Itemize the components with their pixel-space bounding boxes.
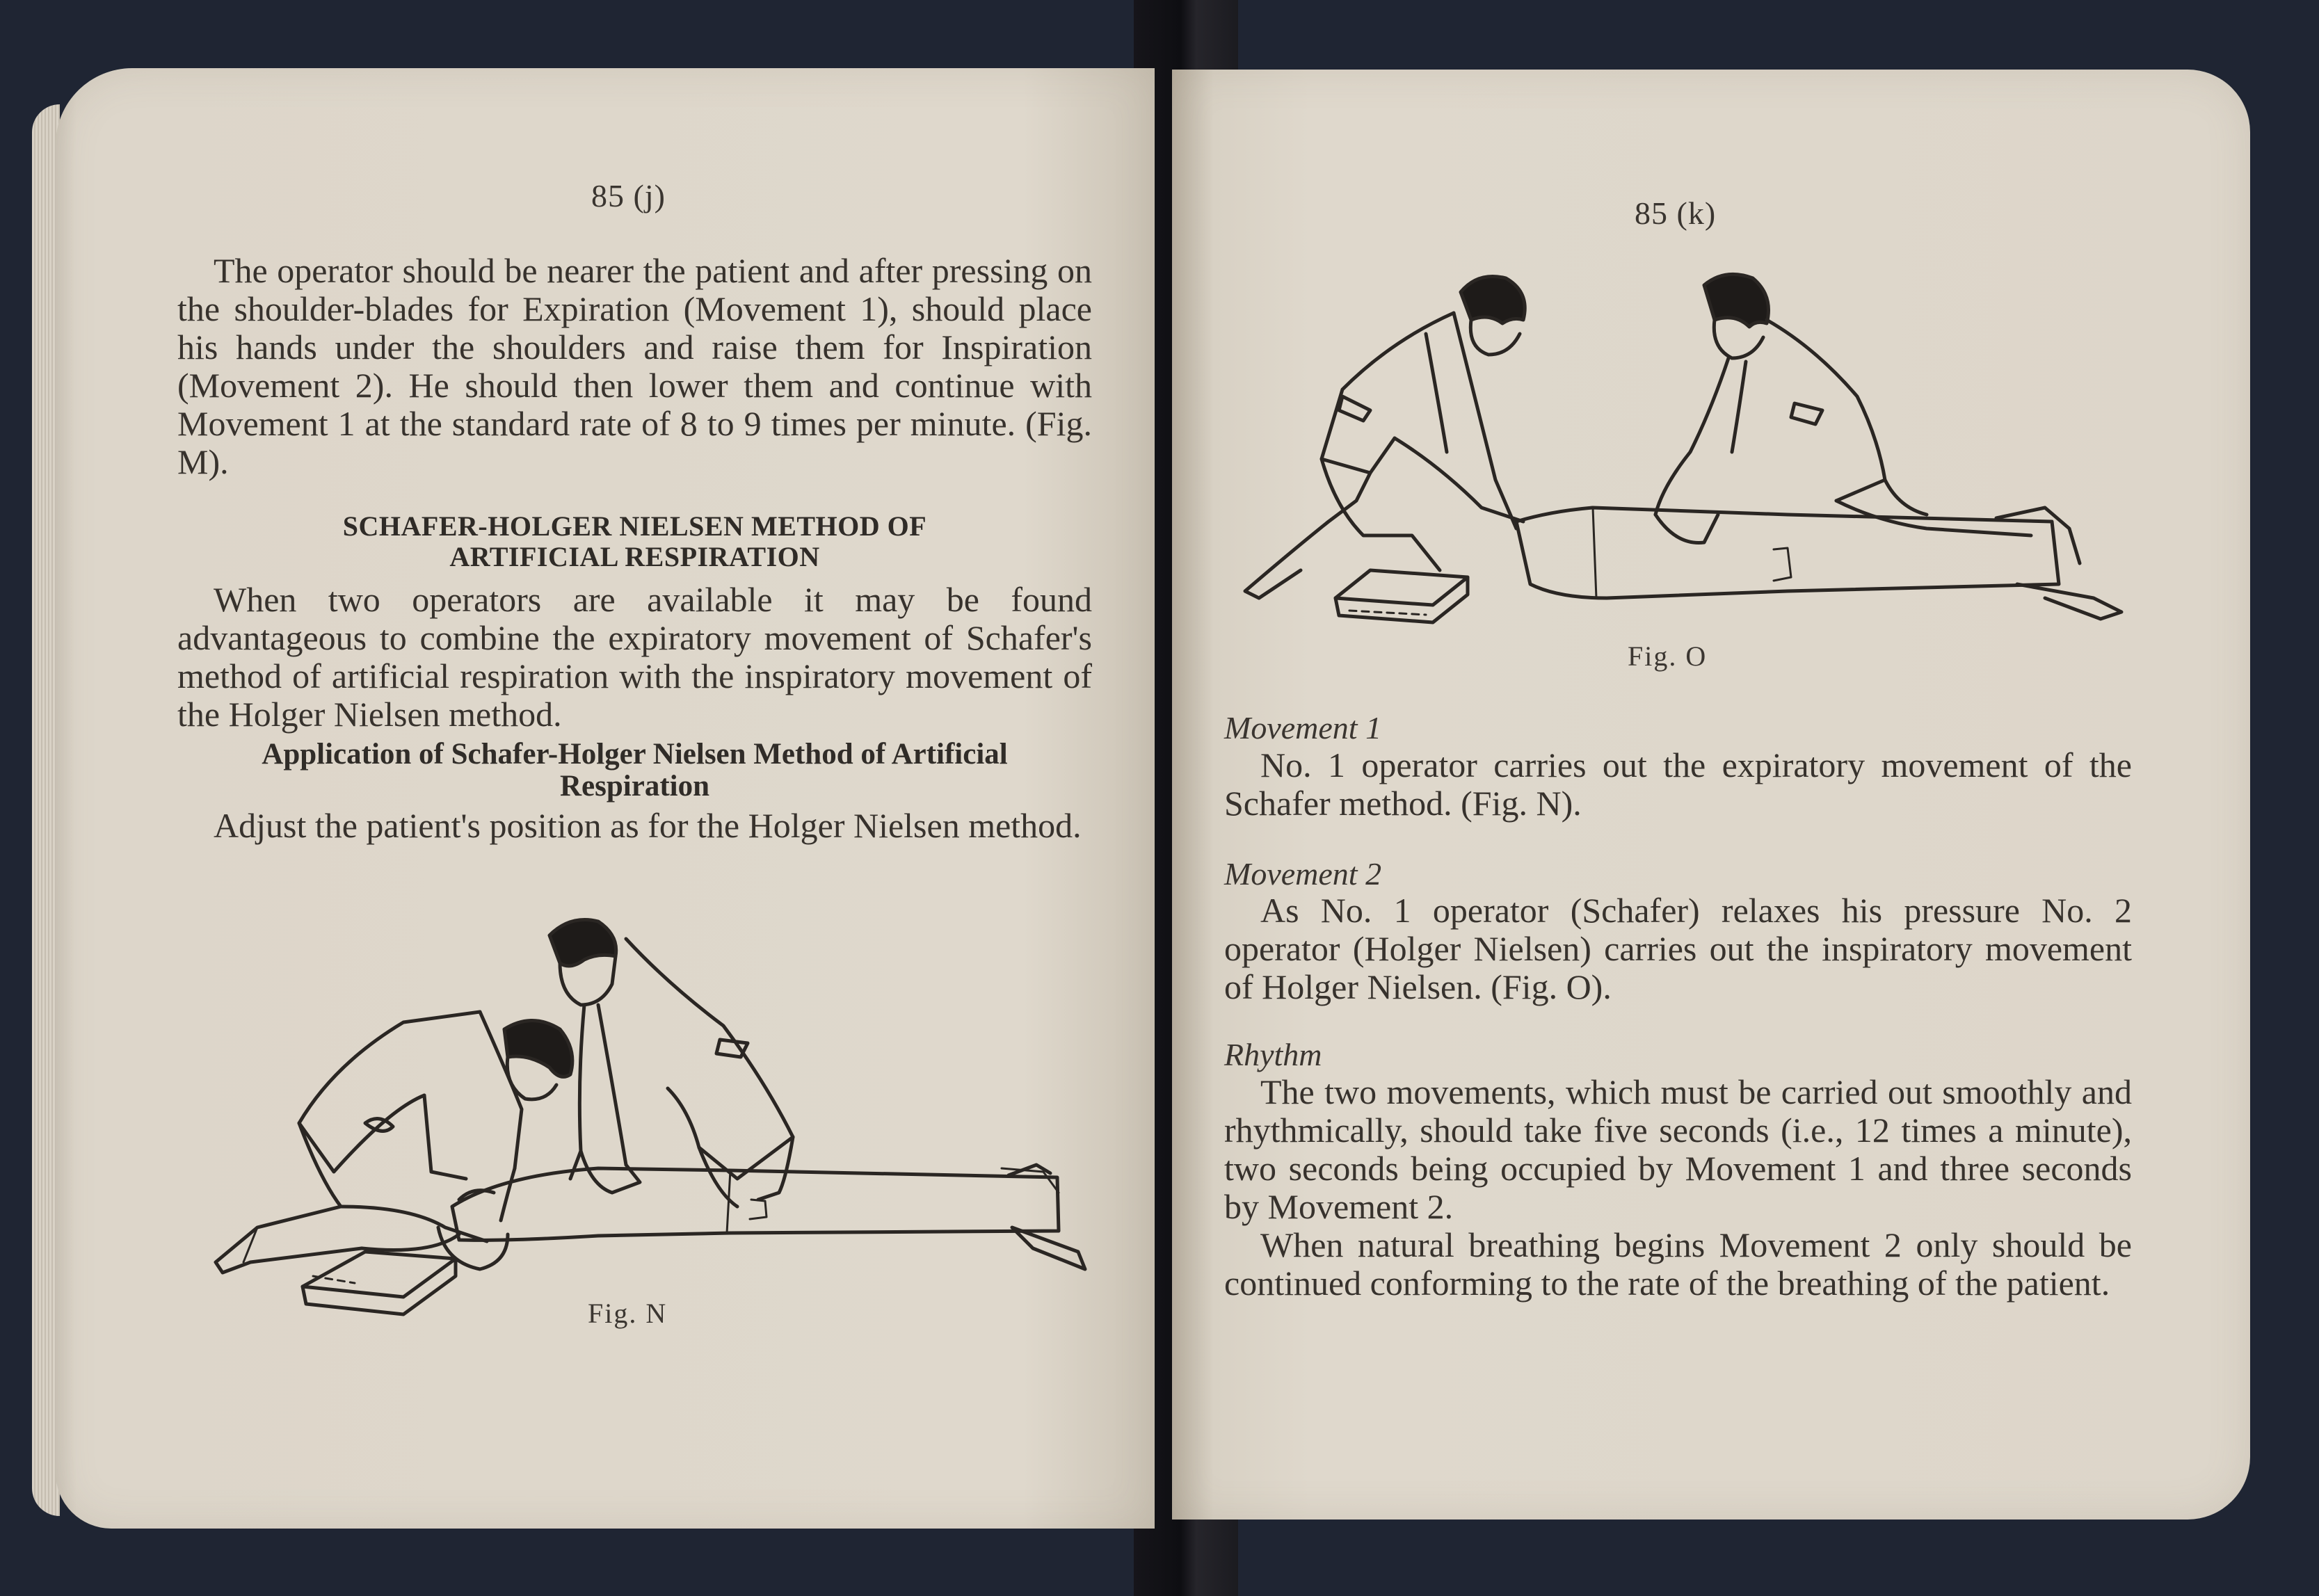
left-page-number: 85 (j) [591,178,666,213]
movement-1-text: No. 1 operator carries out the expiratory movement of the Schafer method. (Fig. N). [1224,745,2132,823]
left-paragraph-1: The operator should be nearer the patient and after pressing on the shoulder-blades for Expiration (Movement 1), should place his hands under the shoulders and raise them for Inspiration (Movement 2). He should then lower them and continue with Movement 1 at the standard rate of 8 to 9 times per minute. (Fig. M). [177,251,1092,481]
figure-o-caption: Fig. O [1628,640,1708,672]
figure-n-illustration [181,901,1099,1318]
left-paragraph-3: Adjust the patient's position as for the Holger Nielsen method. [214,806,1082,845]
movement-2-title: Movement 2 [1224,856,1382,892]
section-heading-line-1: SCHAFER-HOLGER NIELSEN METHOD OF [342,510,927,542]
left-paragraph-2: When two operators are available it may be found advantageous to combine the expiratory movement of Schafer's method of artificial respiration with the inspiratory movement of the Holger Nielsen method. [177,580,1092,734]
section-heading-line-2: ARTIFICIAL RESPIRATION [449,541,820,572]
application-subheading-line-2: Respiration [560,770,709,803]
figure-o-illustration [1231,271,2135,647]
right-page-number: 85 (k) [1635,195,1717,231]
rhythm-text-1: The two movements, which must be carried out smoothly and rhythmically, should take five seconds (i.e., 12 times a minute), two seconds being occupied by Movement 1 and three seconds by Movement 2. [1224,1072,2132,1226]
movement-1-title: Movement 1 [1224,710,1382,745]
figure-n-caption: Fig. N [588,1298,668,1329]
rhythm-title: Rhythm [1224,1037,1322,1072]
movement-2-text: As No. 1 operator (Schafer) relaxes his pressure No. 2 operator (Holger Nielsen) carries out the inspiratory movement of Holger Nielsen. (Fig. O). [1224,891,2132,1006]
rhythm-text-2: When natural breathing begins Movement 2 only should be continued conforming to the rate of the breathing of the patient. [1224,1225,2132,1303]
application-subheading [177,739,1092,803]
application-subheading-line-1: Application of Schafer-Holger Nielsen Method of Artificial [262,738,1008,771]
section-heading [177,511,1092,572]
